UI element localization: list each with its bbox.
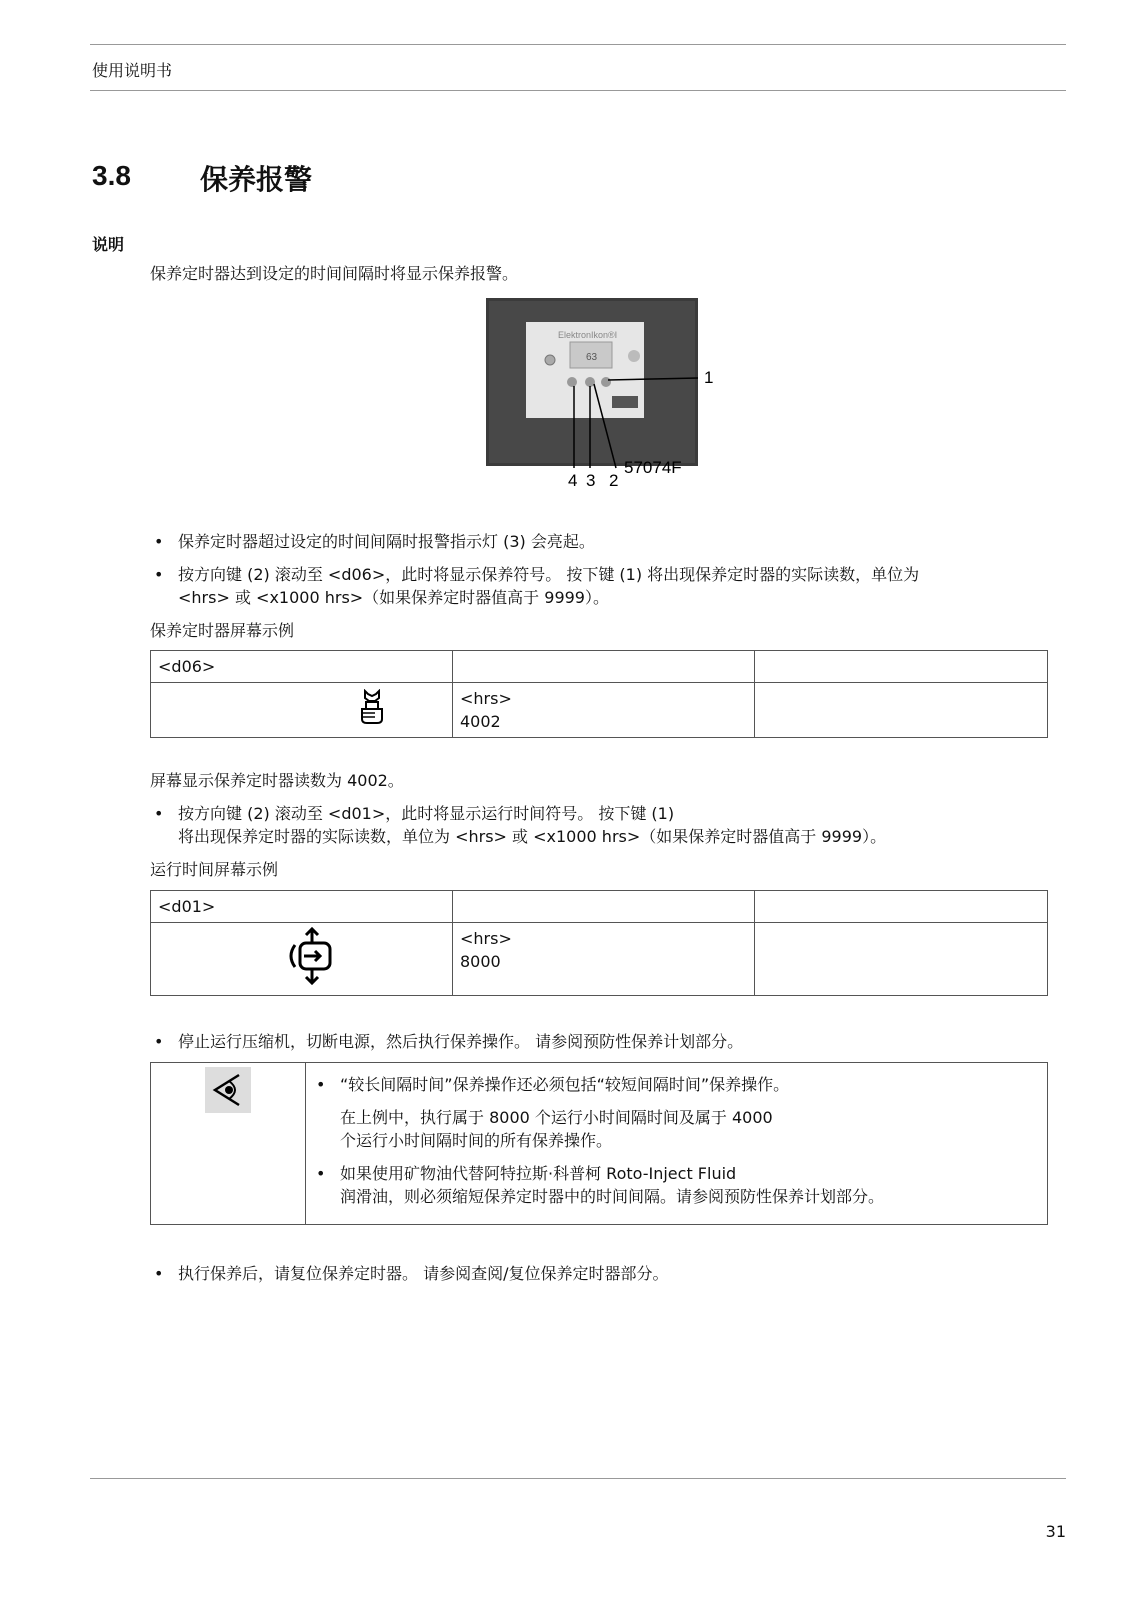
header-rule-bottom (90, 90, 1066, 91)
brand-text: ElektronIkon®I (558, 330, 618, 340)
callout-4: 4 (568, 471, 578, 490)
bullet-text: 执行保养后，请复位保养定时器。 请参阅查阅/复位保养定时器部分。 (178, 1264, 669, 1283)
bullet-stop-compressor: • 停止运行压缩机，切断电源，然后执行保养操作。 请参阅预防性保养计划部分。 (154, 1032, 744, 1051)
bullet-reset-timer: • 执行保养后，请复位保养定时器。 请参阅查阅/复位保养定时器部分。 (154, 1264, 669, 1283)
note-item-1-detail: 在上例中，执行属于 8000 个运行小时间隔时间及属于 4000 个运行小时间隔时间的所有保养操作。 (340, 1108, 773, 1150)
header-rule-top (90, 44, 1066, 45)
screen-value: 63 (586, 352, 598, 363)
running-hours-icon (285, 927, 339, 991)
intro-text: 保养定时器达到设定的时间间隔时将显示保养报警。 (150, 264, 519, 283)
bullet-text: 按方向键 (2) 滚动至 <d01>，此时将显示运行时间符号。 按下键 (1) (178, 804, 675, 823)
bullet-text: 保养定时器超过设定的时间间隔时报警指示灯 (3) 会亮起。 (178, 532, 595, 551)
callout-3: 3 (586, 471, 596, 490)
callout-1: 1 (704, 368, 714, 387)
controller-figure (486, 298, 716, 508)
table1-code: <d06> (151, 651, 453, 683)
page-number: 31 (1045, 1522, 1066, 1541)
header-title: 使用说明书 (92, 61, 173, 80)
callout-2: 2 (609, 471, 619, 490)
table2-unit: <hrs> (460, 929, 512, 948)
table2-caption: 运行时间屏幕示例 (150, 860, 279, 879)
figure-code: 57074F (624, 458, 682, 477)
section-number: 3.8 (92, 160, 131, 191)
note-item-2: • 如果使用矿物油代替阿特拉斯·科普柯 Roto-Inject Fluid 润滑油，则必须缩短保养定时器中的时间间隔。请参阅预防性保养计划部分。 (316, 1164, 885, 1206)
note-item-1: • “较长间隔时间”保养操作还必须包括“较短间隔时间”保养操作。 (316, 1075, 790, 1094)
footer-rule (90, 1478, 1066, 1479)
table1-value: 4002 (460, 712, 501, 731)
reading-note: 屏幕显示保养定时器读数为 4002。 (150, 771, 404, 790)
table2-value: 8000 (460, 952, 501, 971)
table1-unit: <hrs> (460, 689, 512, 708)
bullet-text: 按方向键 (2) 滚动至 <d06>，此时将显示保养符号。 按下键 (1) 将出现保养定时器的实际读数，单位为 (178, 565, 920, 584)
bullet-scroll-d06: • 按方向键 (2) 滚动至 <d06>，此时将显示保养符号。 按下键 (1) 将出现保养定时器的实际读数，单位为 <hrs> 或 <x1000 hrs>（如果保养定时器值高于 9999）。 (154, 565, 920, 607)
bullet-scroll-d01: • 按方向键 (2) 滚动至 <d01>，此时将显示运行时间符号。 按下键 (1) 将出现保养定时器的实际读数，单位为 <hrs> 或 <x1000 hrs>（如果保养定时器值高于 9999）。 (154, 804, 887, 846)
table1-caption: 保养定时器屏幕示例 (150, 621, 295, 640)
bullet-text-cont: 将出现保养定时器的实际读数，单位为 <hrs> 或 <x1000 hrs>（如果保养定时器值高于 9999）。 (178, 827, 887, 846)
note-box (150, 1062, 1048, 1225)
subheading: 说明 (92, 235, 125, 254)
bullet-text-cont: <hrs> 或 <x1000 hrs>（如果保养定时器值高于 9999）。 (178, 588, 609, 607)
wrench-hand-icon (357, 689, 387, 731)
service-timer-table (150, 650, 1048, 738)
section-title: 保养报警 (200, 163, 313, 196)
eye-note-icon (205, 1067, 251, 1113)
controller-illustration (486, 298, 716, 508)
table2-code: <d01> (151, 891, 453, 923)
bullet-text: 停止运行压缩机，切断电源，然后执行保养操作。 请参阅预防性保养计划部分。 (178, 1032, 744, 1051)
bullet-alarm-led: • 保养定时器超过设定的时间间隔时报警指示灯 (3) 会亮起。 (154, 532, 595, 551)
running-hours-table (150, 890, 1048, 996)
